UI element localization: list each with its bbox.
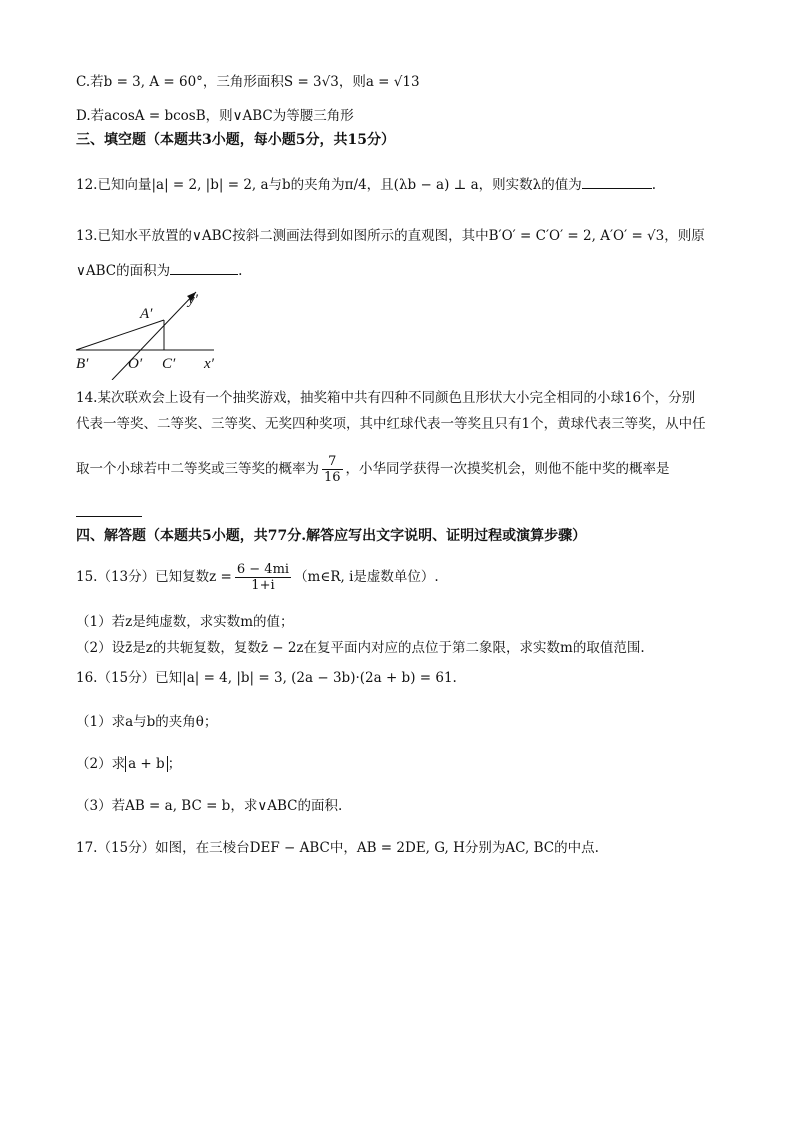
question-17: 17.（15分）如图，在三棱台DEF − ABC中，AB = 2DE, G, H分别为AC, BC的中点. (76, 840, 599, 856)
question-14-line-1: 14.某次联欢会上设有一个抽奖游戏，抽奖箱中共有四种不同颜色且形状大小完全相同的小球16个，分别 (76, 390, 696, 406)
y-axis-line (112, 292, 196, 380)
question-16-part-2: （2）求 a + b ； (76, 756, 182, 772)
question-16-part-3: （3）若AB = a, BC = b，求∨ABC的面积. (76, 798, 343, 814)
question-15-part-1: （1）若z是纯虚数，求实数m的值； (76, 614, 294, 630)
question-13-line-1: 13.已知水平放置的∨ABC按斜二测画法得到如图所示的直观图，其中B′O′ = C′O′ = 2, A′O′ = √3，则原 (76, 228, 705, 244)
section-4-heading: 四、解答题（本题共5小题，共77分.解答应写出文字说明、证明过程或演算步骤） (76, 528, 587, 544)
option-d: D.若acosA = bcosB，则∨ABC为等腰三角形 (76, 108, 354, 124)
oblique-projection-figure (72, 284, 232, 380)
question-12: 12.已知向量|a| = 2, |b| = 2, a与b的夹角为π/4，且(λb − a) ⊥ a，则实数λ的值为 . (76, 174, 656, 195)
magnitude-expression: a + b (125, 756, 168, 772)
segment-b-a (76, 320, 164, 350)
question-14-line-3: 取一个小球若中二等奖或三等奖的概率为 $\frac{7}{16}$ ，小华同学获得一次摸奖机会，则他不能中奖的概率是 (76, 454, 670, 485)
label-x-prime: x′ (204, 356, 214, 372)
section-3-heading: 三、填空题（本题共3小题，每小题5分，共15分） (76, 132, 395, 148)
question-14-answer-line (76, 502, 142, 523)
question-13-line-2: ∨ABC的面积为 . (76, 260, 242, 281)
question-14-line-2: 代表一等奖、二等奖、三等奖、无奖四种奖项，其中红球代表一等奖且只有1个，黄球代表三等奖，从中任 (76, 416, 706, 432)
answer-blank[interactable] (582, 174, 652, 189)
fraction-complex: $\frac{6 - 4mi}{1+i}$ (236, 562, 290, 593)
question-16: 16.（15分）已知|a| = 4, |b| = 3, (2a − 3b)·(2a + b) = 61. (76, 670, 457, 686)
question-16-part-1: （1）求a与b的夹角θ； (76, 714, 218, 730)
label-c-prime: C′ (162, 356, 176, 372)
label-a-prime: A′ (140, 306, 153, 322)
answer-blank[interactable] (170, 260, 238, 275)
option-c: C.若b = 3, A = 60°，三角形面积S = 3√3，则a = √13 (76, 74, 420, 90)
fraction-probability: $\frac{7}{16}$ (324, 454, 341, 485)
question-15: 15.（13分）已知复数z = $\frac{6 - 4mi}{1+i}$ （m∈R, i是虚数单位）. (76, 562, 439, 593)
answer-blank[interactable] (76, 502, 142, 517)
question-15-part-2: （2）设z̄是z的共轭复数，复数z̄ − 2z在复平面内对应的点位于第二象限，求实数m的取值范围. (76, 640, 645, 656)
label-y-prime: y′ (188, 292, 198, 308)
label-b-prime: B′ (76, 356, 89, 372)
label-o-prime: O′ (128, 356, 143, 372)
